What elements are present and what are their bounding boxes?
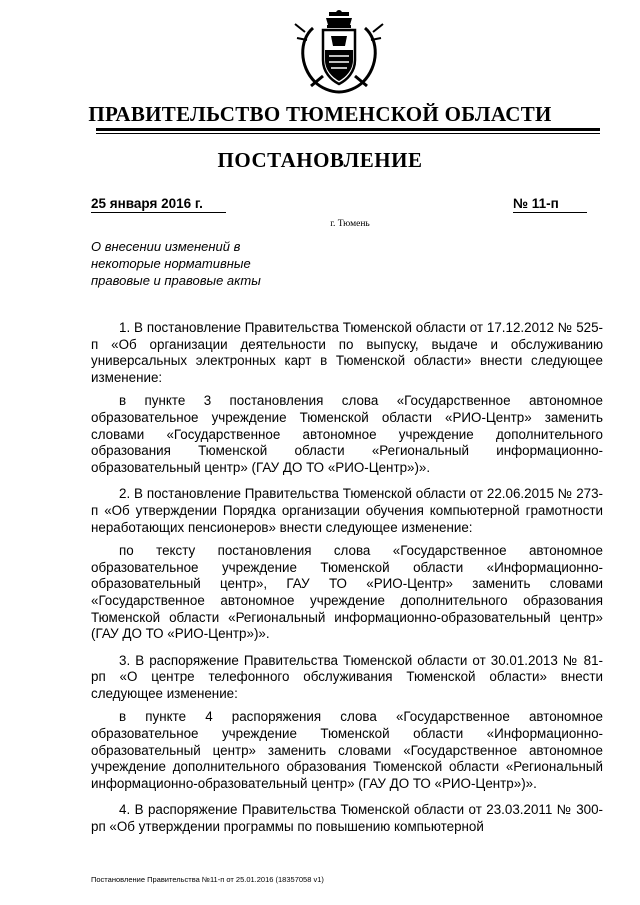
header-divider-thick xyxy=(96,128,600,131)
paragraph: 2. В постановление Правительства Тюменской области от 22.06.2015 № 273-п «Об утверждении Порядка организации обучения компьютерной грамотности неработающих пенсионеров» внести следующее изменение: xyxy=(91,486,603,535)
document-subject: О внесении изменений в некоторые нормативные правовые и правовые акты xyxy=(91,239,261,288)
paragraph: 3. В распоряжение Правительства Тюменской области от 30.01.2013 № 81-рп «О центре телефонного обслуживания Тюменской области» внести следующее изменение: xyxy=(91,652,603,701)
document-type: ПОСТАНОВЛЕНИЕ xyxy=(217,148,423,172)
paragraph: 1. В постановление Правительства Тюменской области от 17.12.2012 № 525-п «Об организации деятельности по выпуску, выдаче и обслуживанию универсальных электронных карт в Тюменской области» внести следующее изменение: xyxy=(91,320,603,385)
paragraph: в пункте 3 постановления слова «Государственное автономное образовательное учреждение Тюменской области «РИО-Центр» заменить словами «Государственное автономное учреждение дополнительного образования Тюменской области «Региональный информационно-образовательный центр» (ГАУ ДО ТО «РИО-Центр»)». xyxy=(91,393,603,475)
paragraph: по тексту постановления слова «Государственное автономное образовательное учреждение Тюменской области «Информационно-образовательный центр», ГАУ ТО «РИО-Центр» заменить словами «Государственное автономное учреждение дополнительного образования Тюменской области «Региональный информационно-образовательный центр» (ГАУ ДО ТО «РИО-Центр»)». xyxy=(91,543,603,642)
paragraph: в пункте 4 распоряжения слова «Государственное автономное образовательное учреждение Тюменской области «Информационно-образовательный центр» заменить словами «Государственное автономное учреждение дополнительного образования Тюменской области «Региональный информационно-образовательный центр» (ГАУ ДО ТО «РИО-Центр»)». xyxy=(91,709,603,791)
paragraph: 4. В распоряжение Правительства Тюменской области от 23.03.2011 № 300-рп «Об утверждении программы по повышению компьютерной xyxy=(91,802,603,835)
document-city: г. Тюмень xyxy=(330,219,370,229)
document-date: 25 января 2016 г. xyxy=(91,196,226,213)
coat-of-arms-icon xyxy=(293,10,385,94)
organization-title: ПРАВИТЕЛЬСТВО ТЮМЕНСКОЙ ОБЛАСТИ xyxy=(88,102,552,126)
document-body xyxy=(91,320,603,843)
document-footer: Постановление Правительства №11-п от 25.01.2016 (18357058 v1) xyxy=(91,875,324,884)
document-number: № 11-п xyxy=(513,196,587,213)
header-divider-thin xyxy=(96,133,600,134)
